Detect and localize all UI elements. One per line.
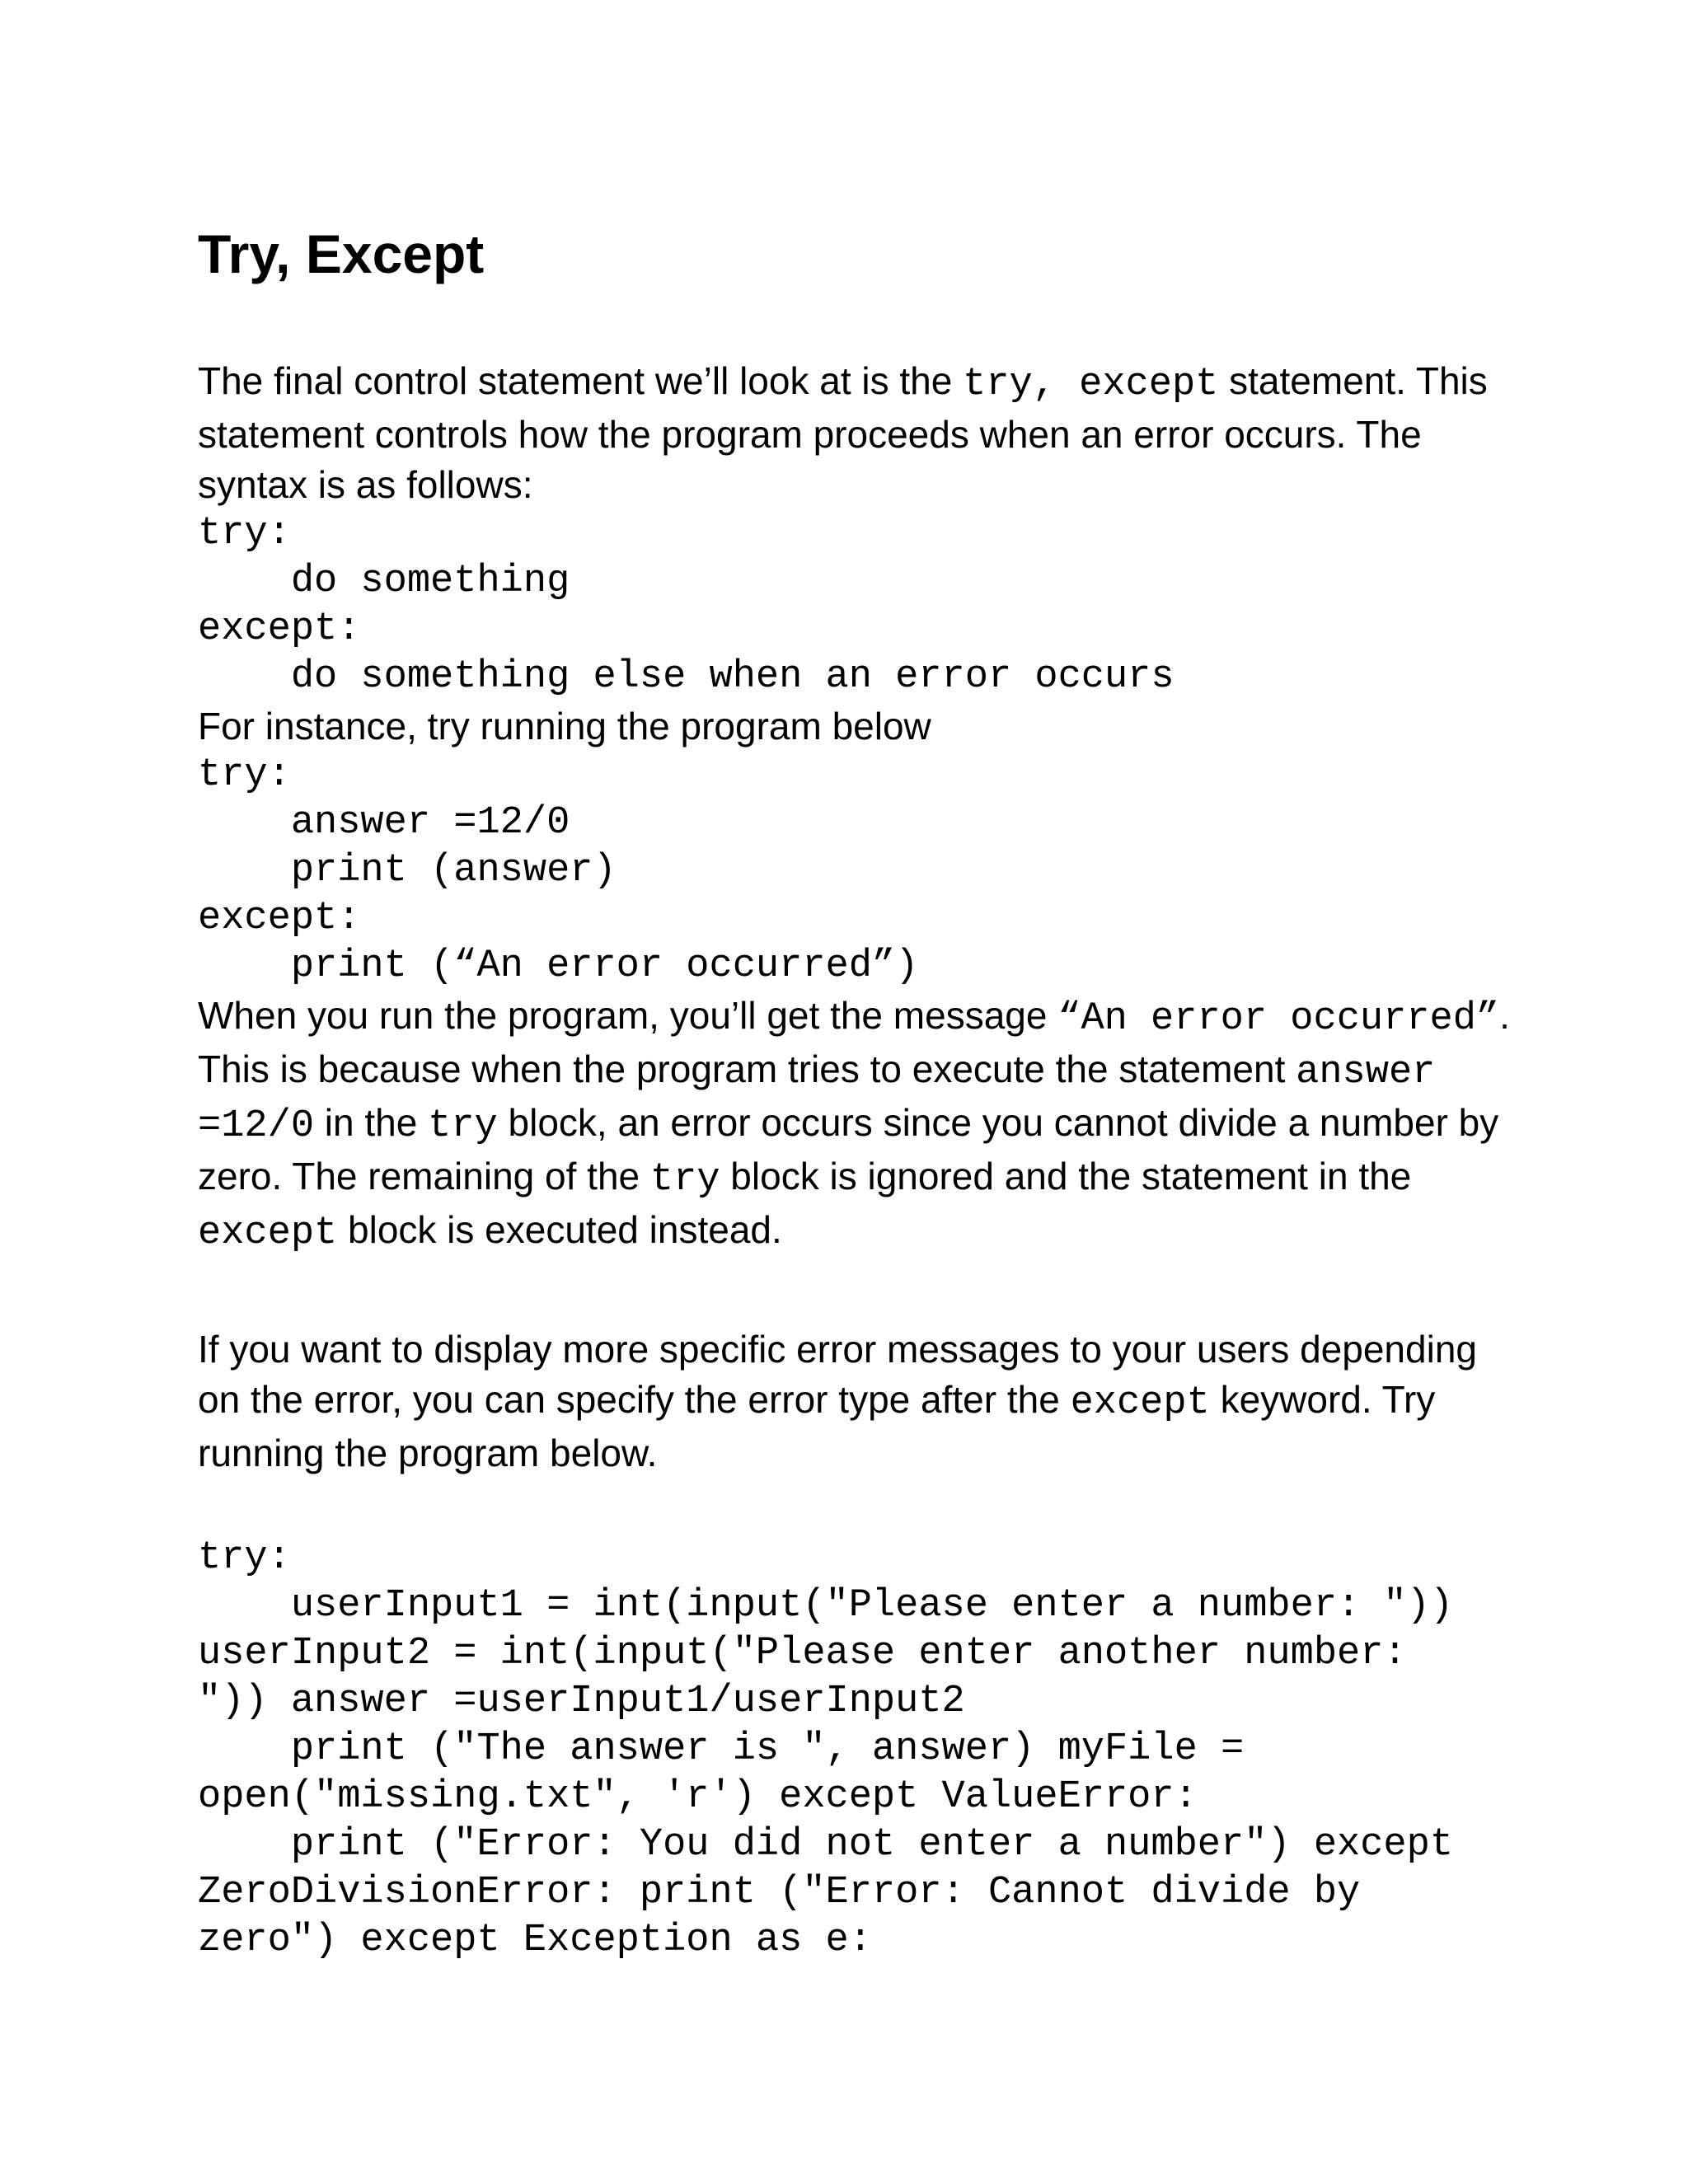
explanation-code-except: except [198,1212,338,1255]
explanation-text-2: . This is because when the program tries to execute the statement [198,994,1510,1090]
explanation-paragraph [198,991,1517,1258]
code-line: print (“An error occurred”) [198,944,919,988]
code-line: answer =12/0 [198,801,570,845]
specific-code-except: except [1070,1381,1210,1425]
code-line: do something else when an error occurs [198,655,1175,699]
code-line: do something [198,560,570,603]
code-line: print (answer) [198,849,617,893]
code-line: print ("Error: You did not enter a number") except [198,1823,1454,1867]
page-title: Try, Except [198,223,485,284]
intro-text-2: statement. This statement controls how the program proceeds when an error occurs. The syntax is as follows: [198,359,1488,506]
example-code-block [198,752,1517,991]
explanation-code-message: “An error occurred” [1057,997,1500,1041]
code-line: try: [198,753,291,797]
code-line: try: [198,512,291,555]
code-line: ")) answer =userInput1/userInput2 [198,1680,965,1723]
explanation-text-4: block, an error occurs since you cannot divide a number by zero. The remaining of the [198,1101,1499,1197]
intro-paragraph [198,356,1517,510]
explanation-code-try-2: try [649,1158,720,1202]
explanation-text-3: in the [314,1101,429,1144]
final-code-block [198,1535,1517,1965]
specific-text-1: If you want to display more specific error messages to your users depending on the error, you can specify the error type after the [198,1328,1477,1421]
explanation-text-6: block is executed instead. [337,1208,782,1251]
paragraph-spacer [198,1479,1517,1535]
code-line: except: [198,607,361,651]
code-line: open("missing.txt", 'r') except ValueError: [198,1775,1198,1819]
code-line: zero") except Exception as e: [198,1919,872,1962]
explanation-code-try: try [428,1104,498,1148]
syntax-code-block [198,510,1517,701]
code-line: ZeroDivisionError: print ("Error: Cannot divide by [198,1871,1361,1915]
intro-text-1: The final control statement we’ll look at is the [198,359,964,402]
document-page [198,221,1517,1965]
explanation-code-answer: answer =12/0 [198,1051,1436,1148]
intro-code-try-except: try, except [963,363,1219,406]
code-line: try: [198,1536,291,1580]
instance-paragraph: For instance, try running the program below [198,705,931,748]
paragraph-spacer [198,1258,1517,1324]
specific-text-2: keyword. Try running the program below. [198,1378,1436,1474]
explanation-text-5: block is ignored and the statement in the [720,1155,1412,1197]
code-line: userInput2 = int(input("Please enter another number: [198,1632,1407,1675]
code-line: userInput1 = int(input("Please enter a number: ")) [198,1584,1454,1628]
code-line: except: [198,897,361,940]
explanation-text-1: When you run the program, you’ll get the message [198,994,1058,1037]
specific-paragraph [198,1324,1517,1479]
code-line: print ("The answer is ", answer) myFile = [198,1727,1245,1771]
